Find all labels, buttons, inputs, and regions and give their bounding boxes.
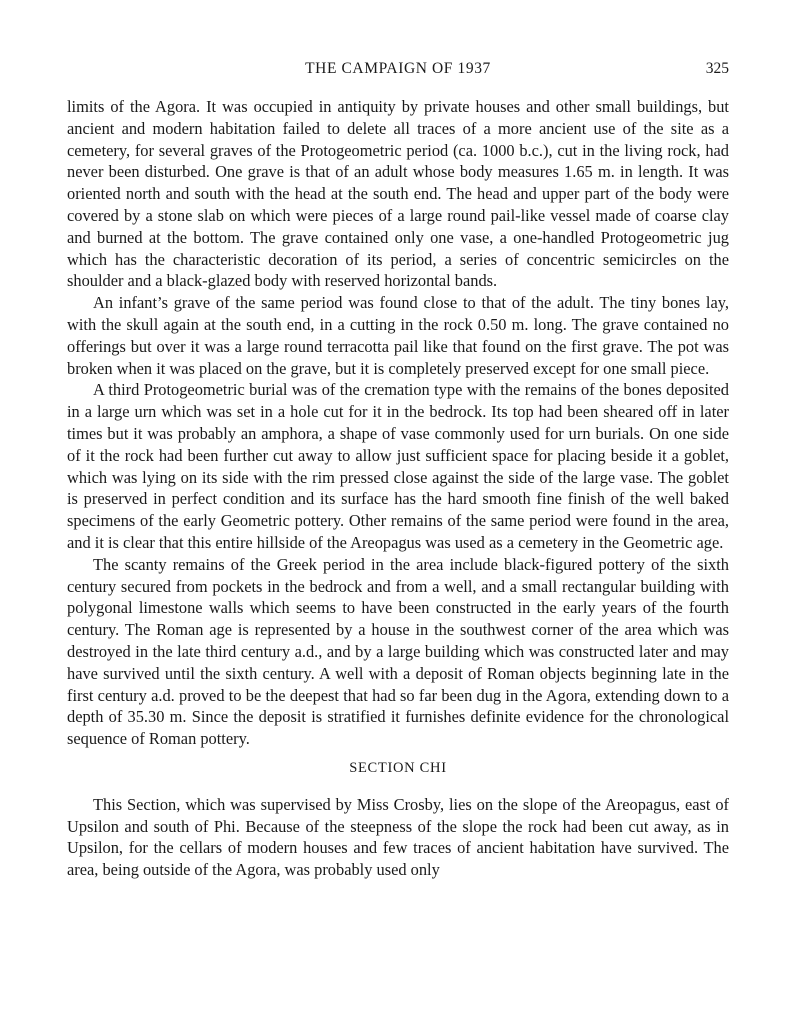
paragraph: An infant’s grave of the same period was found close to that of the adult. The tiny bones lay, with the skull again at the south end, in a cutting in the rock 0.50 m. long. The grave contained no offerings but over it was a large round terracotta pail like that found on the first grave. The pot was broken when it was placed on the grave, but it is completely preserved except for one small piece. [67,293,729,378]
running-title: THE CAMPAIGN OF 1937 [305,60,491,77]
page-number: 325 [705,60,729,77]
paragraph: limits of the Agora. It was occupied in antiquity by private houses and other small buildings, but ancient and modern habitation failed to delete all traces of a more ancient use of the site as a cemetery, for several graves of the Protogeometric period (ca. 1000 b.c.), cut in the living rock, had never been disturbed. One grave is that of an adult whose body measures 1.65 m. in length. It was oriented north and south with the head at the south end. The head and upper part of the body were covered by a stone slab on which were pieces of a large round pail-like vessel made of coarse clay and burned at the bottom. The grave contained only one vase, a one-handled Protogeometric jug which has the characteristic decoration of its period, a series of concentric semicircles on the shoulder and a black-glazed body with reserved horizontal bands. [67,97,729,291]
page-header [67,58,729,82]
body-text [67,96,729,881]
section-heading: SECTION CHI [349,759,447,776]
paragraph: A third Protogeometric burial was of the cremation type with the remains of the bones deposited in a large urn which was set in a hole cut for it in the bedrock. Its top had been sheared off in later times but it was probably an amphora, a shape of vase commonly used for urn burials. On one side of it the rock had been further cut away to allow just sufficient space for placing beside it a goblet, which was lying on its side with the rim pressed close against the side of the large vase. The goblet is preserved in perfect condition and its surface has the hard smooth fine finish of the well baked specimens of the early Geometric pottery. Other remains of the same period were found in the area, and it is clear that this entire hillside of the Areopagus was used as a cemetery in the Geometric age. [67,380,729,552]
paragraph: The scanty remains of the Greek period in the area include black-figured pottery of the sixth century secured from pockets in the bedrock and from a well, and a small rectangular building with polygonal limestone walls which seems to have been constructed in the early years of the fourth century. The Roman age is represented by a house in the southwest corner of the area which was destroyed in the late third century a.d., and by a large building which was constructed later and may have survived until the sixth century. A well with a deposit of Roman objects beginning late in the first century a.d. proved to be the deepest that had so far been dug in the Agora, extending down to a depth of 35.30 m. Since the deposit is stratified it furnishes definite evidence for the chronological sequence of Roman pottery. [67,554,729,749]
paragraph: This Section, which was supervised by Miss Crosby, lies on the slope of the Areopagus, east of Upsilon and south of Phi. Because of the steepness of the slope the rock had been cut away, as in Upsilon, for the cellars of modern houses and few traces of ancient habitation have survived. The area, being outside of the Agora, was probably used only [67,794,729,880]
